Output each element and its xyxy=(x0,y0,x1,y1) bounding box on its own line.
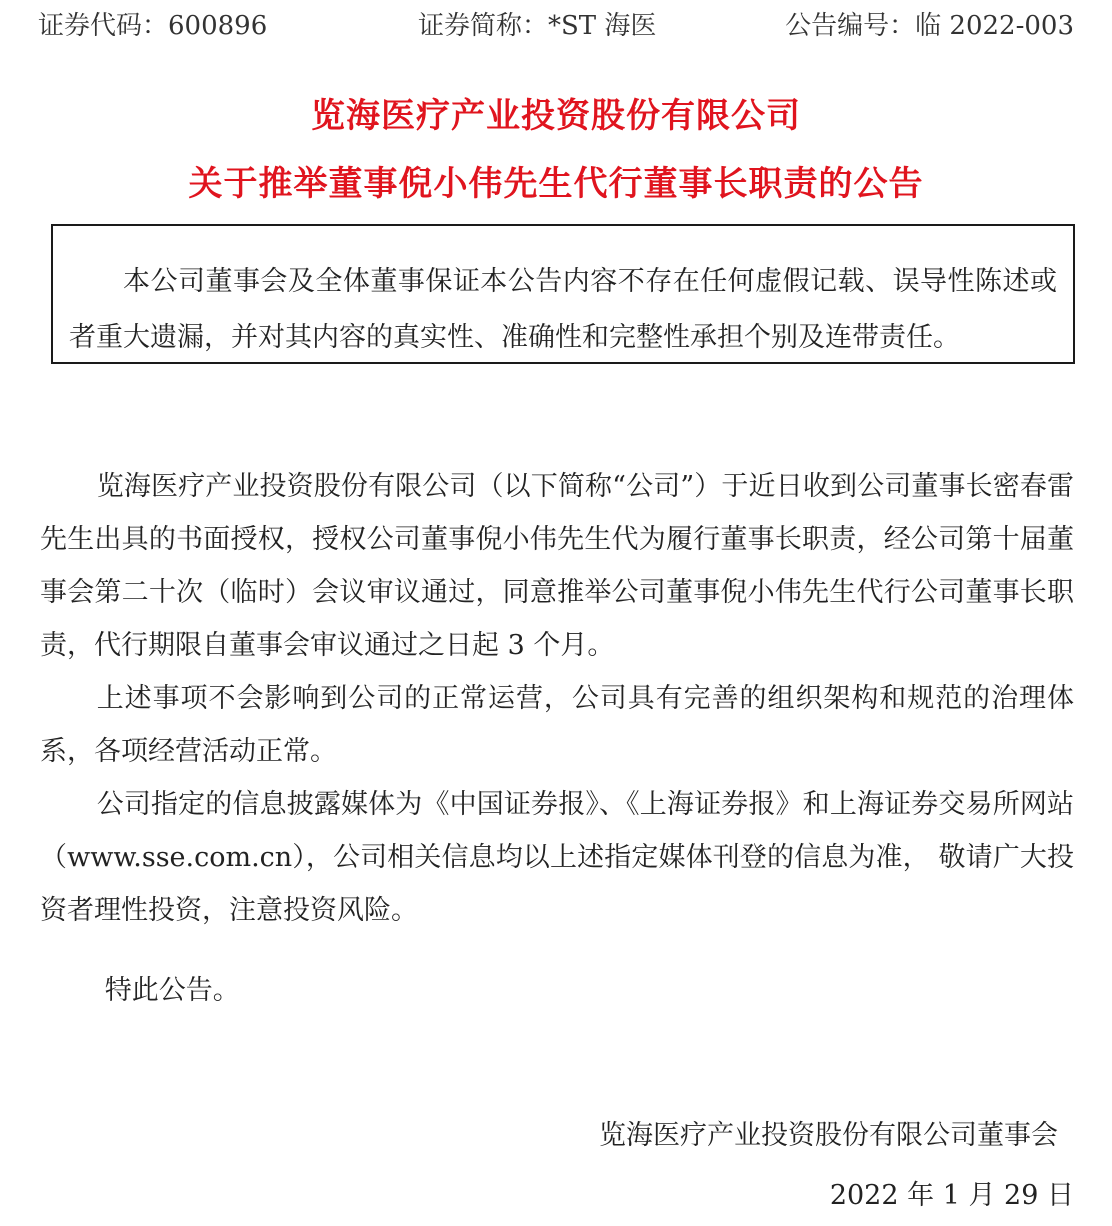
board-guarantee-notice: 本公司董事会及全体董事保证本公告内容不存在任何虚假记载、误导性陈述或者重大遗漏，并对其内容的真实性、准确性和完整性承担个别及连带责任。 xyxy=(51,224,1075,364)
security-abbreviation: 证券简称：*ST 海医 xyxy=(418,11,657,41)
signature-date: 2022 年 1 月 29 日 xyxy=(829,1180,1074,1211)
document-header xyxy=(0,8,1112,44)
announcement-body xyxy=(40,460,1074,1017)
signature-organization: 览海医疗产业投资股份有限公司董事会 xyxy=(599,1120,1058,1151)
closing-statement: 特此公告。 xyxy=(104,975,240,1006)
company-title: 览海医疗产业投资股份有限公司 xyxy=(311,96,801,136)
body-paragraph-2: 上述事项不会影响到公司的正常运营，公司具有完善的组织架构和规范的治理体系，各项经营活动正常。 xyxy=(40,683,1074,767)
body-paragraph-1: 览海医疗产业投资股份有限公司（以下简称“公司”）于近日收到公司董事长密春雷先生出具的书面授权，授权公司董事倪小伟先生代为履行董事长职责，经公司第十届董事会第二十次（临时）会议审议通过，同意推举公司董事倪小伟先生代行公司董事长职责，代行期限自董事会审议通过之日起 3 个月。 xyxy=(40,471,1074,661)
body-paragraph-3: 公司指定的信息披露媒体为《中国证券报》、《上海证券报》和上海证券交易所网站 （www.sse.com.cn），公司相关信息均以上述指定媒体刊登的信息为准， 敬请广大投资者理性投资，注意投资风险。 xyxy=(40,789,1074,926)
announcement-number: 公告编号：临 2022-003 xyxy=(785,11,1074,41)
security-code: 证券代码：600896 xyxy=(38,11,268,41)
announcement-title: 关于推举董事倪小伟先生代行董事长职责的公告 xyxy=(188,164,924,204)
